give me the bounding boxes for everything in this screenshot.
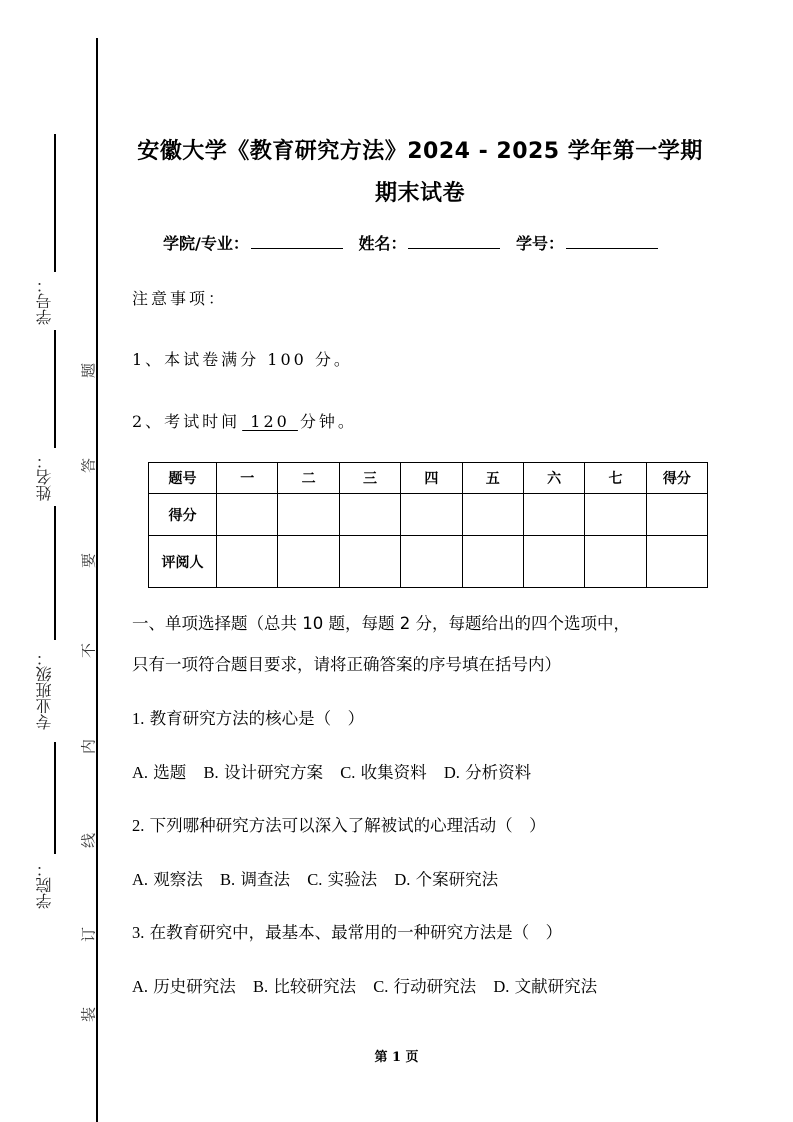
seal-char: 内 <box>79 739 98 755</box>
option-text[interactable]: 历史研究法 <box>153 977 236 996</box>
score-cell[interactable] <box>339 494 400 536</box>
college-major-blank[interactable] <box>251 234 343 249</box>
score-cell[interactable] <box>523 494 584 536</box>
name-label: 姓名： <box>358 234 407 253</box>
score-table-header-cell: 一 <box>217 463 278 494</box>
question-1-options <box>132 759 531 783</box>
seal-char: 要 <box>79 553 98 569</box>
note-item-1: 1、本试卷满分 100 分。 <box>132 350 353 369</box>
name-blank[interactable] <box>408 234 500 249</box>
option-text[interactable]: 文献研究法 <box>514 977 598 996</box>
grader-cell[interactable] <box>401 536 462 588</box>
option-key: B. <box>220 870 236 889</box>
score-cell[interactable] <box>585 494 646 536</box>
section-heading-line1: 一、单项选择题（总共 10 题，每题 2 分，每题给出的四个选项中， <box>132 614 630 633</box>
grader-cell[interactable] <box>278 536 339 588</box>
question-3 <box>132 919 562 943</box>
option-key: D. <box>493 977 510 996</box>
question-number: 3. <box>132 923 145 942</box>
score-table-row <box>149 536 708 588</box>
score-cell[interactable] <box>217 494 278 536</box>
score-table-header-cell: 四 <box>401 463 462 494</box>
option-text[interactable]: 设计研究方案 <box>223 763 323 782</box>
score-cell[interactable] <box>401 494 462 536</box>
seal-char: 答 <box>79 458 98 474</box>
binding-label-student-id: 学号： <box>30 272 60 330</box>
note-item-2-prefix: 2、考试时间 <box>132 412 241 431</box>
college-major-label: 学院/专业： <box>163 234 249 253</box>
grader-cell[interactable] <box>523 536 584 588</box>
student-id-blank[interactable] <box>566 234 658 249</box>
binding-label-major-class: 专业班级： <box>30 640 60 740</box>
student-id-label: 学号： <box>516 234 565 253</box>
option-text[interactable]: 比较研究法 <box>273 977 356 996</box>
binding-line-segment <box>54 742 56 854</box>
score-table-header-row <box>149 463 708 494</box>
option-key: A. <box>132 977 149 996</box>
seal-char: 线 <box>79 833 98 849</box>
option-text[interactable]: 个案研究法 <box>415 870 499 889</box>
score-table-row-label: 得分 <box>149 494 217 536</box>
note-item-2-suffix: 分钟。 <box>299 412 357 431</box>
score-table-header-cell: 得分 <box>646 463 707 494</box>
score-cell[interactable] <box>278 494 339 536</box>
option-text[interactable]: 观察法 <box>153 870 203 889</box>
option-key: D. <box>394 870 411 889</box>
option-key: A. <box>132 763 149 782</box>
score-table-header-cell: 五 <box>462 463 523 494</box>
score-table-row-label: 评阅人 <box>149 536 217 588</box>
question-stem: 教育研究方法的核心是（ ） <box>149 709 365 728</box>
option-text[interactable]: 实验法 <box>327 870 378 889</box>
question-number: 1. <box>132 709 145 728</box>
page-number: 第 1 页 <box>374 1050 419 1065</box>
option-text[interactable]: 收集资料 <box>360 763 427 782</box>
section-heading-line2: 只有一项符合题目要求，请将正确答案的序号填在括号内） <box>132 655 561 674</box>
binding-line-segment <box>54 498 56 643</box>
score-table-header-cell: 七 <box>585 463 646 494</box>
seal-char: 订 <box>79 927 98 943</box>
option-key: B. <box>253 977 269 996</box>
question-2-options <box>132 866 498 890</box>
score-table-row <box>149 494 708 536</box>
score-table-header-cell: 三 <box>339 463 400 494</box>
score-table <box>148 462 708 588</box>
score-table-header-cell: 题号 <box>149 463 217 494</box>
question-3-options <box>132 973 597 997</box>
score-table-header-cell: 二 <box>278 463 339 494</box>
note-item-2 <box>132 409 357 432</box>
option-key: B. <box>203 763 219 782</box>
exam-subtitle: 期末试卷 <box>374 181 465 206</box>
grader-cell[interactable] <box>339 536 400 588</box>
option-text[interactable]: 调查法 <box>240 870 290 889</box>
option-text[interactable]: 行动研究法 <box>393 977 477 996</box>
option-key: D. <box>443 763 460 782</box>
question-2 <box>132 812 546 836</box>
seal-char: 题 <box>79 363 98 379</box>
question-stem: 下列哪种研究方法可以深入了解被试的心理活动（ ） <box>149 816 546 835</box>
exam-duration-value: 120 <box>242 412 298 431</box>
option-key: C. <box>340 763 356 782</box>
score-cell[interactable] <box>462 494 523 536</box>
option-text[interactable]: 分析资料 <box>465 763 532 782</box>
grader-cell[interactable] <box>462 536 523 588</box>
question-number: 2. <box>132 816 145 835</box>
binding-line-outer <box>96 38 98 1122</box>
question-1 <box>132 705 364 729</box>
seal-char: 装 <box>79 1007 98 1023</box>
option-key: C. <box>307 870 323 889</box>
option-key: A. <box>132 870 149 889</box>
score-table-header-cell: 六 <box>523 463 584 494</box>
exam-title: 安徽大学《教育研究方法》2024 - 2025 学年第一学期 <box>137 139 703 164</box>
grader-cell[interactable] <box>217 536 278 588</box>
student-info-row <box>163 231 668 254</box>
option-text[interactable]: 选题 <box>153 763 187 782</box>
binding-line-segment <box>54 134 56 279</box>
binding-label-college: 学院： <box>30 856 60 914</box>
seal-char: 不 <box>79 643 98 659</box>
binding-label-name: 姓名： <box>30 448 60 506</box>
question-stem: 在教育研究中，最基本、最常用的一种研究方法是（ ） <box>149 923 563 942</box>
grader-cell[interactable] <box>646 536 707 588</box>
option-key: C. <box>373 977 389 996</box>
grader-cell[interactable] <box>585 536 646 588</box>
score-cell[interactable] <box>646 494 707 536</box>
notes-heading: 注意事项： <box>132 289 228 308</box>
